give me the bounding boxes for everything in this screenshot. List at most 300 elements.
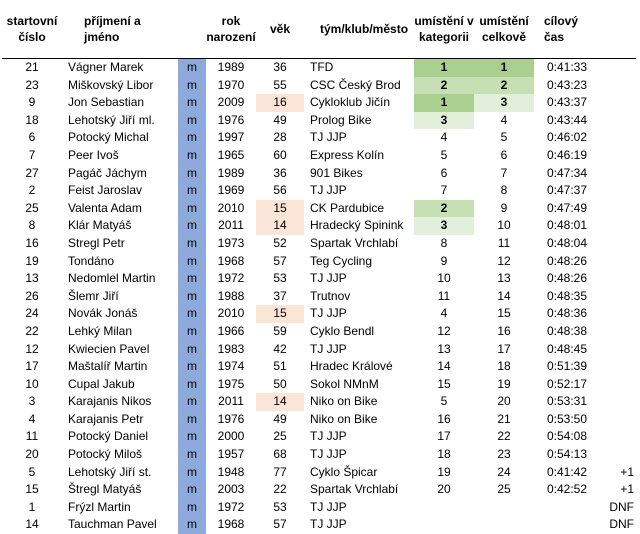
finish-time-cell: 0:48:26 xyxy=(534,270,600,288)
overall-place-cell: 3 xyxy=(474,94,534,112)
name-cell: Lehotský Jiří st. xyxy=(62,464,178,482)
table-row xyxy=(2,499,636,517)
table-row xyxy=(2,59,636,77)
finish-time-cell: 0:48:36 xyxy=(534,305,600,323)
age-cell: 16 xyxy=(256,94,304,112)
header-gender xyxy=(178,0,206,59)
gender-cell: m xyxy=(178,182,206,200)
age-cell: 60 xyxy=(256,147,304,165)
birth-year-cell: 1970 xyxy=(206,77,256,95)
gender-cell: m xyxy=(178,165,206,183)
note-cell xyxy=(600,59,636,77)
finish-time-cell: 0:54:13 xyxy=(534,446,600,464)
table-row xyxy=(2,305,636,323)
gender-cell: m xyxy=(178,305,206,323)
header-start-number: startovní číslo xyxy=(2,0,62,59)
age-cell: 14 xyxy=(256,393,304,411)
finish-time-cell: 0:48:01 xyxy=(534,217,600,235)
overall-place-cell: 16 xyxy=(474,323,534,341)
gender-cell: m xyxy=(178,481,206,499)
club-cell: 901 Bikes xyxy=(304,165,414,183)
note-cell xyxy=(600,253,636,271)
category-place-cell: 17 xyxy=(414,428,474,446)
table-row xyxy=(2,147,636,165)
overall-place-cell: 4 xyxy=(474,112,534,130)
note-cell xyxy=(600,182,636,200)
age-cell: 77 xyxy=(256,464,304,482)
start-number-cell: 10 xyxy=(2,376,62,394)
age-cell: 49 xyxy=(256,411,304,429)
gender-cell: m xyxy=(178,323,206,341)
category-place-cell: 8 xyxy=(414,235,474,253)
age-cell: 53 xyxy=(256,270,304,288)
age-cell: 68 xyxy=(256,446,304,464)
birth-year-cell: 1968 xyxy=(206,253,256,271)
finish-time-cell: 0:43:23 xyxy=(534,77,600,95)
club-cell: CSC Český Brod xyxy=(304,77,414,95)
note-cell xyxy=(600,147,636,165)
category-place-cell xyxy=(414,499,474,517)
age-cell: 28 xyxy=(256,129,304,147)
category-place-cell: 6 xyxy=(414,165,474,183)
birth-year-cell: 1997 xyxy=(206,129,256,147)
birth-year-cell: 1974 xyxy=(206,358,256,376)
overall-place-cell xyxy=(474,499,534,517)
overall-place-cell: 5 xyxy=(474,129,534,147)
age-cell: 59 xyxy=(256,323,304,341)
start-number-cell: 22 xyxy=(2,323,62,341)
birth-year-cell: 1976 xyxy=(206,411,256,429)
overall-place-cell: 1 xyxy=(474,59,534,77)
finish-time-cell xyxy=(534,499,600,517)
club-cell: Spartak Vrchlabí xyxy=(304,235,414,253)
note-cell xyxy=(600,94,636,112)
table-row xyxy=(2,516,636,534)
overall-place-cell: 2 xyxy=(474,77,534,95)
header-finish-time: cílový čas xyxy=(534,0,600,59)
name-cell: Klár Matyáš xyxy=(62,217,178,235)
category-place-cell: 1 xyxy=(414,59,474,77)
finish-time-cell: 0:48:04 xyxy=(534,235,600,253)
category-place-cell: 14 xyxy=(414,358,474,376)
name-cell: Feist Jaroslav xyxy=(62,182,178,200)
finish-time-cell: 0:52:17 xyxy=(534,376,600,394)
category-place-cell: 5 xyxy=(414,393,474,411)
overall-place-cell: 17 xyxy=(474,341,534,359)
table-row xyxy=(2,376,636,394)
gender-cell: m xyxy=(178,112,206,130)
start-number-cell: 27 xyxy=(2,165,62,183)
start-number-cell: 21 xyxy=(2,59,62,77)
club-cell: TJ JJP xyxy=(304,446,414,464)
age-cell: 15 xyxy=(256,200,304,218)
finish-time-cell: 0:53:31 xyxy=(534,393,600,411)
start-number-cell: 6 xyxy=(2,129,62,147)
note-cell xyxy=(600,288,636,306)
table-row xyxy=(2,253,636,271)
gender-cell: m xyxy=(178,393,206,411)
header-category-place: umístění v kategorii xyxy=(414,0,474,59)
note-cell xyxy=(600,428,636,446)
table-row xyxy=(2,165,636,183)
gender-cell: m xyxy=(178,376,206,394)
category-place-cell: 18 xyxy=(414,446,474,464)
age-cell: 51 xyxy=(256,358,304,376)
birth-year-cell: 1988 xyxy=(206,288,256,306)
club-cell: Trutnov xyxy=(304,288,414,306)
gender-cell: m xyxy=(178,129,206,147)
name-cell: Stregl Petr xyxy=(62,235,178,253)
birth-year-cell: 1969 xyxy=(206,182,256,200)
age-cell: 37 xyxy=(256,288,304,306)
table-row xyxy=(2,129,636,147)
note-cell xyxy=(600,323,636,341)
club-cell: Niko on Bike xyxy=(304,411,414,429)
overall-place-cell: 15 xyxy=(474,305,534,323)
age-cell: 49 xyxy=(256,112,304,130)
note-cell: +1 xyxy=(600,481,636,499)
age-cell: 53 xyxy=(256,499,304,517)
finish-time-cell: 0:48:38 xyxy=(534,323,600,341)
note-cell xyxy=(600,341,636,359)
table-row xyxy=(2,481,636,499)
overall-place-cell: 21 xyxy=(474,411,534,429)
table-row xyxy=(2,182,636,200)
table-row xyxy=(2,428,636,446)
start-number-cell: 20 xyxy=(2,446,62,464)
start-number-cell: 2 xyxy=(2,182,62,200)
name-cell: Karajanis Nikos xyxy=(62,393,178,411)
table-row xyxy=(2,446,636,464)
name-cell: Cupal Jakub xyxy=(62,376,178,394)
finish-time-cell: 0:53:50 xyxy=(534,411,600,429)
name-cell: Miškovský Libor xyxy=(62,77,178,95)
club-cell: Niko on Bike xyxy=(304,393,414,411)
table-row xyxy=(2,341,636,359)
table-row xyxy=(2,112,636,130)
name-cell: Šlemr Jiří xyxy=(62,288,178,306)
club-cell: TJ JJP xyxy=(304,270,414,288)
note-cell: DNF xyxy=(600,499,636,517)
note-cell xyxy=(600,446,636,464)
finish-time-cell: 0:47:37 xyxy=(534,182,600,200)
overall-place-cell: 10 xyxy=(474,217,534,235)
name-cell: Kwiecien Pavel xyxy=(62,341,178,359)
results-table xyxy=(2,0,636,534)
club-cell: Spartak Vrchlabí xyxy=(304,481,414,499)
birth-year-cell: 1972 xyxy=(206,270,256,288)
start-number-cell: 16 xyxy=(2,235,62,253)
age-cell: 55 xyxy=(256,77,304,95)
table-row xyxy=(2,464,636,482)
table-row xyxy=(2,77,636,95)
birth-year-cell: 1976 xyxy=(206,112,256,130)
birth-year-cell: 1957 xyxy=(206,446,256,464)
club-cell: TJ JJP xyxy=(304,182,414,200)
finish-time-cell: 0:48:26 xyxy=(534,253,600,271)
category-place-cell: 2 xyxy=(414,200,474,218)
age-cell: 15 xyxy=(256,305,304,323)
table-row xyxy=(2,217,636,235)
club-cell: Sokol NMnM xyxy=(304,376,414,394)
note-cell xyxy=(600,393,636,411)
age-cell: 52 xyxy=(256,235,304,253)
age-cell: 57 xyxy=(256,253,304,271)
club-cell: Hradec Králové xyxy=(304,358,414,376)
birth-year-cell: 1989 xyxy=(206,59,256,77)
gender-cell: m xyxy=(178,516,206,534)
category-place-cell: 1 xyxy=(414,94,474,112)
header-club: tým/klub/město xyxy=(304,0,414,59)
gender-cell: m xyxy=(178,411,206,429)
gender-cell: m xyxy=(178,464,206,482)
gender-cell: m xyxy=(178,77,206,95)
category-place-cell: 5 xyxy=(414,147,474,165)
category-place-cell: 9 xyxy=(414,253,474,271)
table-row xyxy=(2,270,636,288)
table-header xyxy=(2,0,636,59)
start-number-cell: 12 xyxy=(2,341,62,359)
gender-cell: m xyxy=(178,270,206,288)
birth-year-cell: 1966 xyxy=(206,323,256,341)
note-cell: +1 xyxy=(600,464,636,482)
birth-year-cell: 1972 xyxy=(206,499,256,517)
name-cell: Tondáno xyxy=(62,253,178,271)
finish-time-cell: 0:43:37 xyxy=(534,94,600,112)
table-row xyxy=(2,235,636,253)
birth-year-cell: 2011 xyxy=(206,393,256,411)
category-place-cell: 15 xyxy=(414,376,474,394)
name-cell: Potocký Miloš xyxy=(62,446,178,464)
name-cell: Tauchman Pavel xyxy=(62,516,178,534)
finish-time-cell: 0:48:35 xyxy=(534,288,600,306)
start-number-cell: 25 xyxy=(2,200,62,218)
gender-cell: m xyxy=(178,235,206,253)
category-place-cell: 12 xyxy=(414,323,474,341)
club-cell: Prolog Bike xyxy=(304,112,414,130)
age-cell: 56 xyxy=(256,182,304,200)
name-cell: Peer Ivoš xyxy=(62,147,178,165)
finish-time-cell: 0:47:34 xyxy=(534,165,600,183)
gender-cell: m xyxy=(178,446,206,464)
finish-time-cell: 0:48:45 xyxy=(534,341,600,359)
header-age: věk xyxy=(256,0,304,59)
gender-cell: m xyxy=(178,253,206,271)
birth-year-cell: 1989 xyxy=(206,165,256,183)
birth-year-cell: 1983 xyxy=(206,341,256,359)
category-place-cell: 7 xyxy=(414,182,474,200)
name-cell: Lehký Milan xyxy=(62,323,178,341)
gender-cell: m xyxy=(178,217,206,235)
start-number-cell: 7 xyxy=(2,147,62,165)
name-cell: Vágner Marek xyxy=(62,59,178,77)
club-cell: TJ JJP xyxy=(304,516,414,534)
finish-time-cell: 0:51:39 xyxy=(534,358,600,376)
club-cell: Express Kolín xyxy=(304,147,414,165)
gender-cell: m xyxy=(178,499,206,517)
overall-place-cell: 24 xyxy=(474,464,534,482)
category-place-cell: 2 xyxy=(414,77,474,95)
note-cell xyxy=(600,376,636,394)
overall-place-cell: 14 xyxy=(474,288,534,306)
overall-place-cell: 19 xyxy=(474,376,534,394)
finish-time-cell: 0:43:44 xyxy=(534,112,600,130)
finish-time-cell: 0:54:08 xyxy=(534,428,600,446)
finish-time-cell: 0:46:02 xyxy=(534,129,600,147)
club-cell: TJ JJP xyxy=(304,499,414,517)
start-number-cell: 3 xyxy=(2,393,62,411)
table-row xyxy=(2,411,636,429)
gender-cell: m xyxy=(178,200,206,218)
note-cell: DNF xyxy=(600,516,636,534)
birth-year-cell: 1968 xyxy=(206,516,256,534)
age-cell: 14 xyxy=(256,217,304,235)
age-cell: 42 xyxy=(256,341,304,359)
category-place-cell: 3 xyxy=(414,217,474,235)
category-place-cell: 16 xyxy=(414,411,474,429)
name-cell: Valenta Adam xyxy=(62,200,178,218)
start-number-cell: 26 xyxy=(2,288,62,306)
finish-time-cell: 0:46:19 xyxy=(534,147,600,165)
start-number-cell: 5 xyxy=(2,464,62,482)
overall-place-cell: 18 xyxy=(474,358,534,376)
finish-time-cell: 0:41:42 xyxy=(534,464,600,482)
overall-place-cell: 23 xyxy=(474,446,534,464)
start-number-cell: 14 xyxy=(2,516,62,534)
finish-time-cell: 0:47:49 xyxy=(534,200,600,218)
table-body xyxy=(2,59,636,534)
club-cell: Teg Cycling xyxy=(304,253,414,271)
note-cell xyxy=(600,217,636,235)
overall-place-cell: 11 xyxy=(474,235,534,253)
start-number-cell: 24 xyxy=(2,305,62,323)
category-place-cell: 20 xyxy=(414,481,474,499)
name-cell: Novák Jonáš xyxy=(62,305,178,323)
birth-year-cell: 2011 xyxy=(206,217,256,235)
birth-year-cell: 1948 xyxy=(206,464,256,482)
category-place-cell: 11 xyxy=(414,288,474,306)
start-number-cell: 9 xyxy=(2,94,62,112)
birth-year-cell: 2010 xyxy=(206,200,256,218)
age-cell: 57 xyxy=(256,516,304,534)
start-number-cell: 13 xyxy=(2,270,62,288)
start-number-cell: 23 xyxy=(2,77,62,95)
name-cell: Maštalíř Martin xyxy=(62,358,178,376)
table-row xyxy=(2,323,636,341)
finish-time-cell: 0:41:33 xyxy=(534,59,600,77)
table-row xyxy=(2,94,636,112)
birth-year-cell: 2009 xyxy=(206,94,256,112)
overall-place-cell: 25 xyxy=(474,481,534,499)
note-cell xyxy=(600,129,636,147)
category-place-cell: 4 xyxy=(414,305,474,323)
club-cell: Cykloklub Jičín xyxy=(304,94,414,112)
age-cell: 36 xyxy=(256,59,304,77)
category-place-cell xyxy=(414,516,474,534)
header-extra xyxy=(600,0,636,59)
club-cell: TJ JJP xyxy=(304,129,414,147)
category-place-cell: 10 xyxy=(414,270,474,288)
name-cell: Frýzl Martin xyxy=(62,499,178,517)
overall-place-cell: 20 xyxy=(474,393,534,411)
table-row xyxy=(2,288,636,306)
note-cell xyxy=(600,77,636,95)
note-cell xyxy=(600,112,636,130)
name-cell: Štregl Matyáš xyxy=(62,481,178,499)
category-place-cell: 4 xyxy=(414,129,474,147)
name-cell: Pagáč Jáchym xyxy=(62,165,178,183)
name-cell: Karajanis Petr xyxy=(62,411,178,429)
birth-year-cell: 2010 xyxy=(206,305,256,323)
age-cell: 50 xyxy=(256,376,304,394)
gender-cell: m xyxy=(178,94,206,112)
note-cell xyxy=(600,411,636,429)
note-cell xyxy=(600,235,636,253)
birth-year-cell: 2000 xyxy=(206,428,256,446)
club-cell: Cyklo Špicar xyxy=(304,464,414,482)
birth-year-cell: 1965 xyxy=(206,147,256,165)
table-row xyxy=(2,200,636,218)
gender-cell: m xyxy=(178,341,206,359)
start-number-cell: 15 xyxy=(2,481,62,499)
overall-place-cell: 7 xyxy=(474,165,534,183)
start-number-cell: 17 xyxy=(2,358,62,376)
table-row xyxy=(2,358,636,376)
start-number-cell: 11 xyxy=(2,428,62,446)
overall-place-cell: 13 xyxy=(474,270,534,288)
name-cell: Jon Sebastian xyxy=(62,94,178,112)
category-place-cell: 3 xyxy=(414,112,474,130)
overall-place-cell: 9 xyxy=(474,200,534,218)
age-cell: 22 xyxy=(256,481,304,499)
club-cell: Hradecký Spinink xyxy=(304,217,414,235)
finish-time-cell: 0:42:52 xyxy=(534,481,600,499)
start-number-cell: 19 xyxy=(2,253,62,271)
overall-place-cell: 6 xyxy=(474,147,534,165)
club-cell: TJ JJP xyxy=(304,428,414,446)
age-cell: 36 xyxy=(256,165,304,183)
gender-cell: m xyxy=(178,288,206,306)
club-cell: Cyklo Bendl xyxy=(304,323,414,341)
birth-year-cell: 1973 xyxy=(206,235,256,253)
name-cell: Lehotský Jiří ml. xyxy=(62,112,178,130)
club-cell: CK Pardubice xyxy=(304,200,414,218)
gender-cell: m xyxy=(178,59,206,77)
table-row xyxy=(2,393,636,411)
name-cell: Potocký Michal xyxy=(62,129,178,147)
birth-year-cell: 1975 xyxy=(206,376,256,394)
category-place-cell: 19 xyxy=(414,464,474,482)
start-number-cell: 4 xyxy=(2,411,62,429)
birth-year-cell: 2003 xyxy=(206,481,256,499)
start-number-cell: 18 xyxy=(2,112,62,130)
note-cell xyxy=(600,358,636,376)
category-place-cell: 13 xyxy=(414,341,474,359)
gender-cell: m xyxy=(178,147,206,165)
age-cell: 25 xyxy=(256,428,304,446)
start-number-cell: 8 xyxy=(2,217,62,235)
overall-place-cell: 12 xyxy=(474,253,534,271)
finish-time-cell xyxy=(534,516,600,534)
note-cell xyxy=(600,270,636,288)
club-cell: TJ JJP xyxy=(304,305,414,323)
overall-place-cell: 8 xyxy=(474,182,534,200)
name-cell: Potocký Daniel xyxy=(62,428,178,446)
club-cell: TFD xyxy=(304,59,414,77)
club-cell: TJ JJP xyxy=(304,341,414,359)
gender-cell: m xyxy=(178,358,206,376)
header-overall-place: umístění celkově xyxy=(474,0,534,59)
